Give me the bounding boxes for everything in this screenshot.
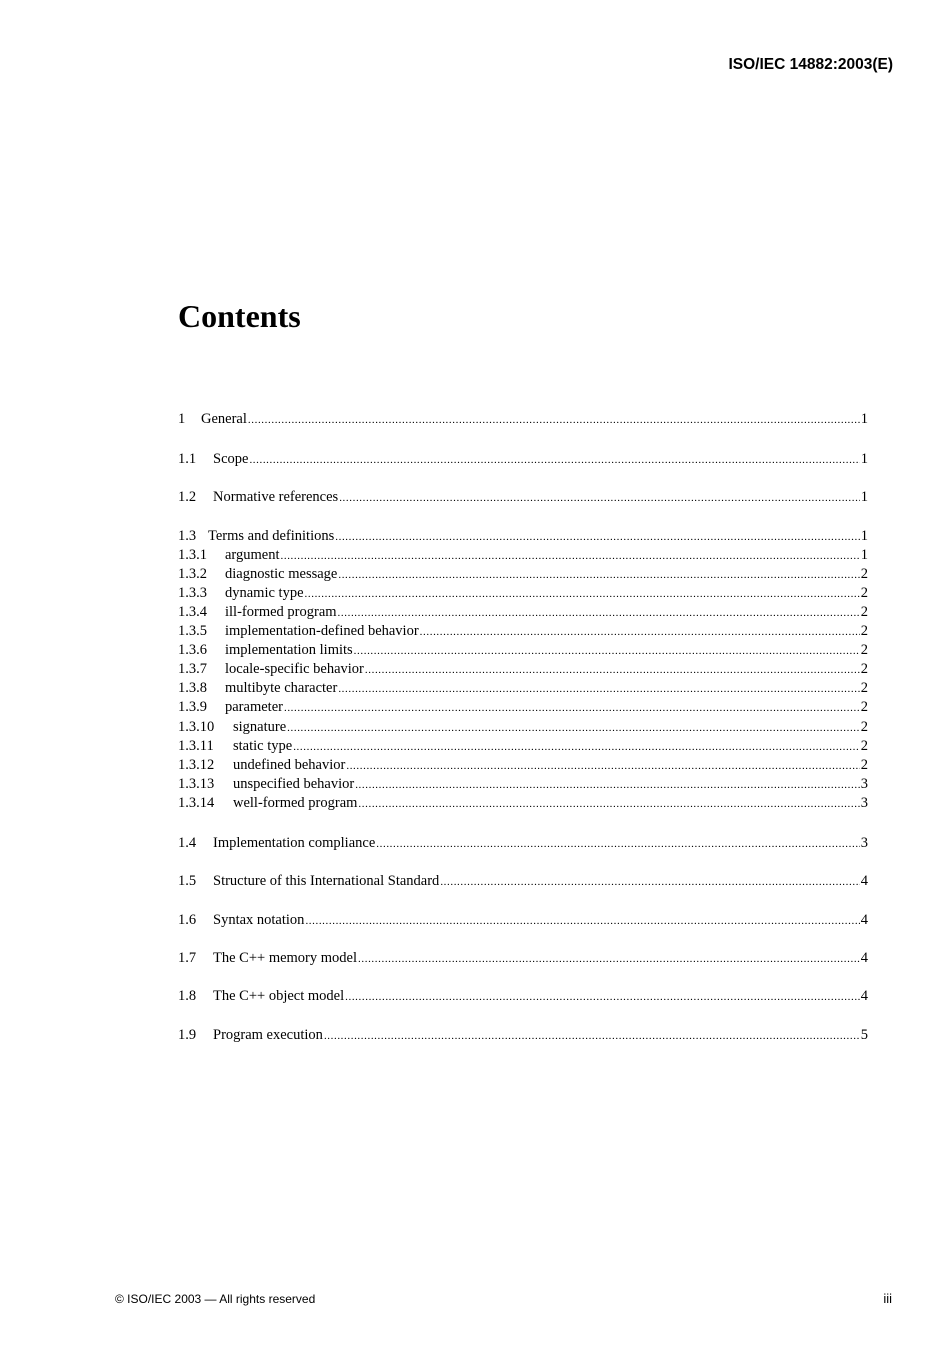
toc-entry-label: The C++ object model <box>213 988 345 1004</box>
toc-entry-1-8[interactable] <box>178 987 868 1005</box>
toc-entry-number: 1.3.14 <box>178 795 215 811</box>
dot-leader <box>339 489 860 507</box>
toc-entry-1-9[interactable] <box>178 1026 868 1044</box>
dot-leader <box>249 451 859 469</box>
toc-entry-number: 1.3.5 <box>178 623 207 639</box>
toc-entry-page: 4 <box>860 950 868 966</box>
toc-entry-number: 1.8 <box>178 988 197 1004</box>
toc-entry-label: dynamic type <box>225 585 304 601</box>
toc-entry-page: 2 <box>860 604 868 620</box>
toc-entry-page: 1 <box>860 547 868 563</box>
toc-entry-number: 1.5 <box>178 873 197 889</box>
toc-entry-page: 3 <box>860 776 868 792</box>
dot-leader <box>248 411 860 429</box>
toc-entry-page: 2 <box>860 585 868 601</box>
dot-leader <box>354 642 860 660</box>
toc-entry-label: Implementation compliance <box>213 835 376 851</box>
toc-entry-1-3-13[interactable] <box>178 775 868 793</box>
header-document-code: ISO/IEC 14882:2003(E) <box>728 56 893 73</box>
toc-entry-number: 1.3 <box>178 528 197 544</box>
dot-leader <box>345 988 860 1006</box>
toc-entry-page: 2 <box>860 623 868 639</box>
dot-leader <box>305 912 859 930</box>
toc-entry-label: The C++ memory model <box>213 950 358 966</box>
dot-leader <box>324 1027 860 1045</box>
toc-entry-number: 1.3.1 <box>178 547 207 563</box>
toc-entry-label: locale-specific behavior <box>225 661 364 677</box>
toc-entry-page: 2 <box>860 699 868 715</box>
dot-leader <box>335 528 860 546</box>
toc-entry-1-3-9[interactable] <box>178 698 868 716</box>
toc-entry-number: 1.1 <box>178 451 197 467</box>
toc-entry-number: 1.2 <box>178 489 197 505</box>
toc-entry-number: 1.3.13 <box>178 776 215 792</box>
toc-entry-page: 2 <box>860 680 868 696</box>
dot-leader <box>338 680 859 698</box>
toc-entry-page: 3 <box>860 835 868 851</box>
toc-entry-label: undefined behavior <box>233 757 346 773</box>
toc-entry-1-3-2[interactable] <box>178 565 868 583</box>
dot-leader <box>281 547 860 565</box>
toc-entry-page: 1 <box>860 489 868 505</box>
toc-entry-page: 5 <box>860 1027 868 1043</box>
dot-leader <box>287 719 860 737</box>
toc-entry-1-3-1[interactable] <box>178 546 868 564</box>
toc-entry-number: 1.3.3 <box>178 585 207 601</box>
toc-entry-number: 1.9 <box>178 1027 197 1043</box>
toc-entry-1-3-12[interactable] <box>178 756 868 774</box>
toc-entry-1-3-10[interactable] <box>178 718 868 736</box>
toc-entry-page: 2 <box>860 757 868 773</box>
dot-leader <box>284 699 860 717</box>
toc-entry-label: Syntax notation <box>213 912 305 928</box>
toc-entry-label: implementation-defined behavior <box>225 623 419 639</box>
toc-entry-label: Program execution <box>213 1027 323 1043</box>
toc-entry-1-3-14[interactable] <box>178 794 868 812</box>
toc-entry-number: 1.4 <box>178 835 197 851</box>
footer-copyright: © ISO/IEC 2003 — All rights reserved <box>115 1292 316 1306</box>
dot-leader <box>358 950 860 968</box>
toc-entry-page: 2 <box>860 566 868 582</box>
dot-leader <box>338 604 860 622</box>
page-title: Contents <box>178 298 301 334</box>
toc-entry-page: 2 <box>860 661 868 677</box>
toc-entry-label: Structure of this International Standard <box>213 873 440 889</box>
toc-entry-number: 1.3.11 <box>178 738 214 754</box>
toc-entry-page: 2 <box>860 642 868 658</box>
toc-entry-1-3-8[interactable] <box>178 679 868 697</box>
toc-entry-number: 1.7 <box>178 950 197 966</box>
toc-entry-number: 1.3.6 <box>178 642 207 658</box>
toc-entry-1-6[interactable] <box>178 911 868 929</box>
toc-entry-page: 1 <box>860 528 868 544</box>
toc-entry-label: ill-formed program <box>225 604 337 620</box>
toc-entry-label: multibyte character <box>225 680 338 696</box>
toc-entry-label: static type <box>233 738 293 754</box>
toc-entry-label: diagnostic message <box>225 566 338 582</box>
toc-entry-number: 1.6 <box>178 912 197 928</box>
toc-entry-number: 1.3.8 <box>178 680 207 696</box>
toc-entry-1-3-5[interactable] <box>178 622 868 640</box>
toc-entry-page: 3 <box>860 795 868 811</box>
toc-entry-1[interactable] <box>178 410 868 428</box>
toc-entry-label: signature <box>233 719 287 735</box>
toc-entry-1-2[interactable] <box>178 488 868 506</box>
toc-entry-page: 1 <box>860 411 868 427</box>
dot-leader <box>305 585 860 603</box>
toc-entry-page: 4 <box>860 988 868 1004</box>
toc-entry-1-1[interactable] <box>178 450 868 468</box>
toc-entry-label: argument <box>225 547 280 563</box>
toc-entry-1-4[interactable] <box>178 834 868 852</box>
dot-leader <box>376 835 859 853</box>
toc-entry-label: unspecified behavior <box>233 776 355 792</box>
dot-leader <box>338 566 859 584</box>
toc-entry-1-3-7[interactable] <box>178 660 868 678</box>
toc-entry-number: 1.3.10 <box>178 719 215 735</box>
dot-leader <box>440 873 859 891</box>
dot-leader <box>355 776 860 794</box>
toc-entry-number: 1.3.7 <box>178 661 207 677</box>
toc-entry-label: well-formed program <box>233 795 358 811</box>
toc-entry-page: 2 <box>860 738 868 754</box>
toc-entry-1-7[interactable] <box>178 949 868 967</box>
toc-entry-page: 4 <box>860 873 868 889</box>
toc-entry-1-3[interactable] <box>178 527 868 545</box>
toc-entry-number: 1 <box>178 411 186 427</box>
toc-entry-1-3-4[interactable] <box>178 603 868 621</box>
dot-leader <box>365 661 860 679</box>
dot-leader <box>346 757 859 775</box>
toc-entry-1-3-3[interactable] <box>178 584 868 602</box>
toc-entry-number: 1.3.9 <box>178 699 207 715</box>
toc-entry-1-3-6[interactable] <box>178 641 868 659</box>
toc-entry-label: parameter <box>225 699 283 715</box>
toc-entry-label: implementation limits <box>225 642 353 658</box>
toc-entry-label: Normative references <box>213 489 339 505</box>
dot-leader <box>293 738 860 756</box>
toc-entry-page: 4 <box>860 912 868 928</box>
toc-entry-1-5[interactable] <box>178 872 868 890</box>
dot-leader <box>420 623 860 641</box>
dot-leader <box>358 795 859 813</box>
toc-entry-number: 1.3.2 <box>178 566 207 582</box>
footer-page-number: iii <box>883 1291 892 1306</box>
toc-entry-label: General <box>201 411 247 427</box>
toc-entry-1-3-11[interactable] <box>178 737 868 755</box>
toc-entry-label: Scope <box>213 451 249 467</box>
toc-entry-page: 2 <box>860 719 868 735</box>
toc-entry-page: 1 <box>860 451 868 467</box>
toc-entry-number: 1.3.12 <box>178 757 215 773</box>
toc-entry-number: 1.3.4 <box>178 604 207 620</box>
toc-entry-label: Terms and definitions <box>208 528 335 544</box>
